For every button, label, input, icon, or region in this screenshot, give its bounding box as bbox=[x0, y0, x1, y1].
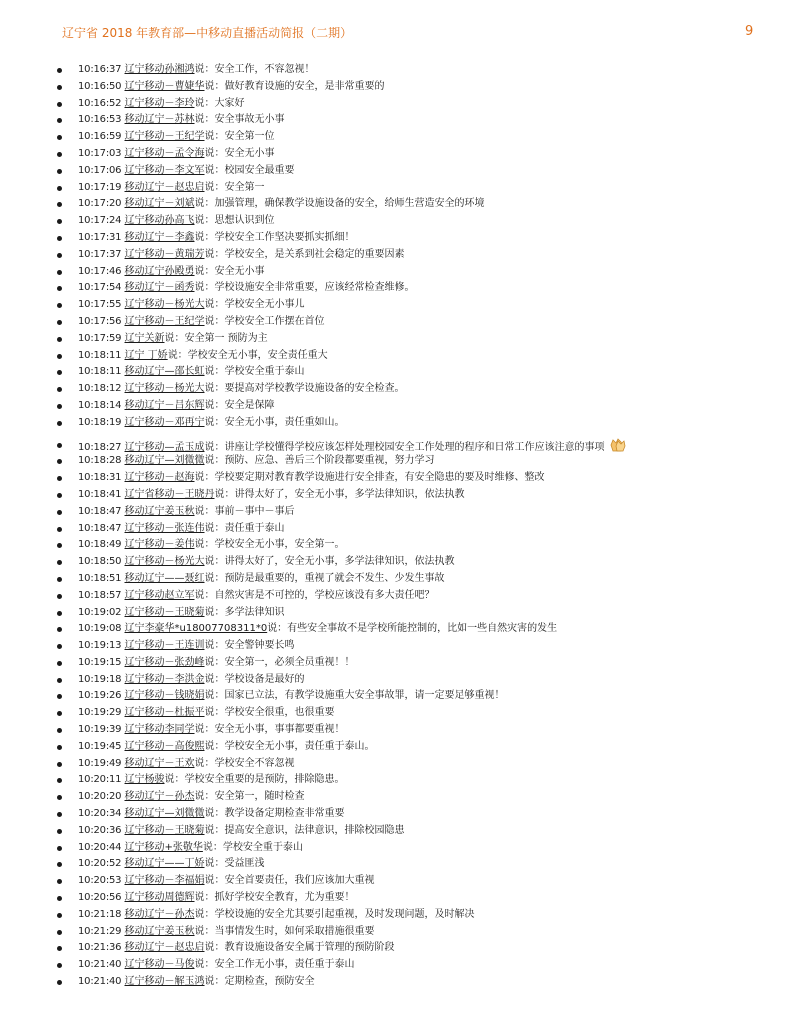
comment-time: 10:18:49 bbox=[78, 539, 122, 551]
comment-author: 辽宁移动李同学 bbox=[124, 724, 195, 736]
comment-author: 辽宁移动－张劲峰 bbox=[124, 656, 205, 668]
comment-author: 辽宁 丁娇 bbox=[124, 349, 168, 361]
comment-text: 说：学校安全工作摆在首位 bbox=[204, 315, 325, 327]
comment-text: 说：学校安全，是关系到社会稳定的重要因素 bbox=[204, 248, 405, 260]
bullet-icon bbox=[57, 421, 62, 426]
comment-text: 说：学校设施安全非常重要，应该经常检查维修。 bbox=[194, 282, 415, 294]
bullet-icon bbox=[57, 728, 62, 733]
list-item bbox=[54, 297, 774, 314]
comment-author: 辽宁移动－王纪学 bbox=[124, 315, 205, 327]
list-item bbox=[54, 957, 774, 974]
comment-author: 辽宁移动－杨光大 bbox=[124, 299, 205, 311]
bullet-icon bbox=[57, 169, 62, 174]
list-item bbox=[54, 789, 774, 806]
bullet-icon bbox=[57, 896, 62, 901]
list-item bbox=[54, 129, 774, 146]
bullet-icon bbox=[57, 762, 62, 767]
list-item bbox=[54, 331, 774, 348]
comment-time: 10:18:50 bbox=[78, 556, 122, 568]
comment-text: 说：提高安全意识，法律意识，排除校园隐患 bbox=[204, 824, 405, 836]
list-item bbox=[54, 364, 774, 381]
list-item bbox=[54, 722, 774, 739]
list-item bbox=[54, 605, 774, 622]
comment-text: 说：预防、应急、善后三个阶段都要重视，努力学习 bbox=[204, 455, 435, 467]
comment-time: 10:18:57 bbox=[78, 589, 122, 601]
list-item bbox=[54, 756, 774, 773]
comment-text: 说：安全是保障 bbox=[204, 399, 275, 411]
bullet-icon bbox=[57, 286, 62, 291]
list-item bbox=[54, 924, 774, 941]
list-item bbox=[54, 521, 774, 538]
bullet-icon bbox=[57, 778, 62, 783]
comment-time: 10:18:14 bbox=[78, 399, 122, 411]
list-item bbox=[54, 621, 774, 638]
bullet-icon bbox=[57, 913, 62, 918]
comment-author: 移动辽宁——聂红 bbox=[124, 572, 205, 584]
comment-text: 说：安全事故无小事 bbox=[194, 114, 285, 126]
comment-time: 10:18:11 bbox=[78, 366, 122, 378]
list-item bbox=[54, 96, 774, 113]
comment-author: 移动辽宁－赵忠启 bbox=[124, 181, 205, 193]
comment-author: 辽宁移动－钱晓娟 bbox=[124, 690, 205, 702]
comment-time: 10:20:36 bbox=[78, 824, 122, 836]
comment-author: 辽宁移动－杜振平 bbox=[124, 707, 205, 719]
comment-author: 移动辽宁－苏林 bbox=[124, 114, 195, 126]
list-item bbox=[54, 381, 774, 398]
comment-text: 说：事前－事中－事后 bbox=[194, 505, 295, 517]
list-item bbox=[54, 873, 774, 890]
comment-text: 说：安全第一，必须全员重视！！ bbox=[204, 656, 355, 668]
comment-text: 说：做好教育设施的安全，是非常重要的 bbox=[204, 80, 385, 92]
bullet-icon bbox=[57, 236, 62, 241]
bullet-icon bbox=[57, 493, 62, 498]
bullet-icon bbox=[57, 661, 62, 666]
comment-author: 辽宁移动－王晓菊 bbox=[124, 824, 205, 836]
bullet-icon bbox=[57, 387, 62, 392]
comment-time: 10:17:55 bbox=[78, 299, 122, 311]
comment-time: 10:18:47 bbox=[78, 505, 122, 517]
bullet-icon bbox=[57, 527, 62, 532]
list-item bbox=[54, 571, 774, 588]
comment-text: 说：校园安全最重要 bbox=[204, 164, 295, 176]
comment-author: 移动辽宁－王欢 bbox=[124, 757, 195, 769]
comment-author: 移动辽宁——丁娇 bbox=[124, 858, 205, 870]
list-item bbox=[54, 688, 774, 705]
comment-author: 辽宁移动赵立军 bbox=[124, 589, 195, 601]
comment-text: 说：安全无小事 bbox=[194, 265, 265, 277]
comment-text: 说：讲得太好了，安全无小事，多学法律知识，依法执教 bbox=[214, 488, 465, 500]
comment-text: 说：安全第一位 bbox=[204, 131, 275, 143]
comment-author: 移动辽宁—邵长虹 bbox=[124, 366, 205, 378]
comment-author: 移动辽宁－赵忠启 bbox=[124, 942, 205, 954]
list-item bbox=[54, 163, 774, 180]
list-item bbox=[54, 840, 774, 857]
comment-text: 说：学校安全无小事，责任重于泰山。 bbox=[204, 740, 375, 752]
comment-text: 说：安全第一 bbox=[204, 181, 265, 193]
comment-time: 10:19:39 bbox=[78, 724, 122, 736]
comment-time: 10:16:53 bbox=[78, 114, 122, 126]
comment-text: 说：国家已立法，有教学设施重大安全事故罪，请一定要足够重视！ bbox=[204, 690, 505, 702]
comment-author: 辽宁移动－李玲 bbox=[124, 97, 195, 109]
comment-time: 10:17:54 bbox=[78, 282, 122, 294]
comment-author: 移动辽宁－吕东辉 bbox=[124, 399, 205, 411]
list-item bbox=[54, 415, 774, 432]
bullet-icon bbox=[57, 611, 62, 616]
page-header bbox=[0, 0, 800, 48]
list-item bbox=[54, 470, 774, 487]
comment-author: 移动辽宁—刘微微 bbox=[124, 808, 205, 820]
list-item bbox=[54, 890, 774, 907]
list-item bbox=[54, 974, 774, 991]
comment-text: 说：学校要定期对教育教学设施进行安全排查，有安全隐患的要及时维修、整改 bbox=[194, 472, 545, 484]
list-item bbox=[54, 398, 774, 415]
comment-text: 说：学校安全无小事，安全责任重大 bbox=[167, 349, 328, 361]
list-item bbox=[54, 437, 774, 454]
bullet-icon bbox=[57, 443, 62, 448]
bullet-icon bbox=[57, 678, 62, 683]
list-item bbox=[54, 453, 774, 470]
bullet-icon bbox=[57, 202, 62, 207]
comment-author: 辽宁移动－曹婕华 bbox=[124, 80, 205, 92]
bullet-icon bbox=[57, 404, 62, 409]
comment-author: 移动辽宁－孙杰 bbox=[124, 791, 195, 803]
bullet-icon bbox=[57, 862, 62, 867]
bullet-icon bbox=[57, 963, 62, 968]
list-item bbox=[54, 230, 774, 247]
comment-text: 说：学校安全不容忽视 bbox=[194, 757, 295, 769]
comment-author: 辽宁省移动－王晓丹 bbox=[124, 488, 215, 500]
list-item bbox=[54, 146, 774, 163]
comment-text: 说：自然灾害是不可控的，学校应该没有多大责任吧？ bbox=[194, 589, 435, 601]
comment-text: 说：学校安全无小事，安全第一。 bbox=[194, 539, 345, 551]
bullet-icon bbox=[57, 320, 62, 325]
comment-time: 10:21:18 bbox=[78, 908, 122, 920]
comment-time: 10:16:52 bbox=[78, 97, 122, 109]
comment-time: 10:18:47 bbox=[78, 522, 122, 534]
list-item bbox=[54, 180, 774, 197]
list-item bbox=[54, 504, 774, 521]
comment-list bbox=[54, 62, 774, 991]
comment-text: 说：预防是最重要的，重视了就会不发生、少发生事故 bbox=[204, 572, 445, 584]
comment-time: 10:18:12 bbox=[78, 383, 122, 395]
comment-time: 10:20:34 bbox=[78, 808, 122, 820]
comment-time: 10:17:06 bbox=[78, 164, 122, 176]
comment-author: 辽宁移动－李洪金 bbox=[124, 673, 205, 685]
comment-time: 10:21:40 bbox=[78, 959, 122, 971]
comment-author: 移动辽宁－函秀 bbox=[124, 282, 195, 294]
clapping-hands-icon bbox=[609, 437, 627, 453]
bullet-icon bbox=[57, 543, 62, 548]
comment-author: 辽宁移动周德辉 bbox=[124, 892, 195, 904]
bullet-icon bbox=[57, 118, 62, 123]
comment-time: 10:20:44 bbox=[78, 841, 122, 853]
list-item bbox=[54, 213, 774, 230]
bullet-icon bbox=[57, 135, 62, 140]
bullet-icon bbox=[57, 370, 62, 375]
comment-time: 10:20:52 bbox=[78, 858, 122, 870]
comment-time: 10:17:46 bbox=[78, 265, 122, 277]
comment-time: 10:16:59 bbox=[78, 131, 122, 143]
comment-text: 说：教学设备定期检查非常重要 bbox=[204, 808, 345, 820]
list-item bbox=[54, 588, 774, 605]
comment-time: 10:19:02 bbox=[78, 606, 122, 618]
list-item bbox=[54, 62, 774, 79]
comment-time: 10:18:28 bbox=[78, 455, 122, 467]
bullet-icon bbox=[57, 627, 62, 632]
page-number: 9 bbox=[745, 24, 754, 39]
comment-text: 说：学校安全很重，也很重要 bbox=[204, 707, 335, 719]
comment-time: 10:16:37 bbox=[78, 64, 122, 75]
comment-time: 10:19:45 bbox=[78, 740, 122, 752]
comment-time: 10:19:13 bbox=[78, 640, 122, 652]
list-item bbox=[54, 487, 774, 504]
bullet-icon bbox=[57, 337, 62, 342]
comment-author: 辽宁移动－黄瑞芳 bbox=[124, 248, 205, 260]
bullet-icon bbox=[57, 219, 62, 224]
comment-time: 10:19:08 bbox=[78, 623, 122, 635]
comment-time: 10:19:15 bbox=[78, 656, 122, 668]
comment-text: 说：责任重于泰山 bbox=[204, 522, 285, 534]
comment-time: 10:20:20 bbox=[78, 791, 122, 803]
comment-text: 说：安全工作无小事，责任重于泰山 bbox=[194, 959, 355, 971]
comment-time: 10:19:29 bbox=[78, 707, 122, 719]
comment-time: 10:17:31 bbox=[78, 231, 122, 243]
list-item bbox=[54, 537, 774, 554]
comment-author: 辽宁移动－李文军 bbox=[124, 164, 205, 176]
list-item bbox=[54, 907, 774, 924]
comment-text: 说：抓好学校安全教育，尤为重要！ bbox=[194, 892, 355, 904]
comment-author: 辽宁移动－张连伟 bbox=[124, 522, 205, 534]
comment-author: 移动辽宁孙殿勇 bbox=[124, 265, 195, 277]
bullet-icon bbox=[57, 879, 62, 884]
comment-author: 辽宁移动－王晓菊 bbox=[124, 606, 205, 618]
comment-author: 辽宁关新 bbox=[124, 332, 165, 344]
comment-text: 说：加强管理，确保教学设施设备的安全，给师生营造安全的环境 bbox=[194, 198, 485, 210]
list-item bbox=[54, 196, 774, 213]
list-item bbox=[54, 823, 774, 840]
comment-author: 辽宁移动－姜伟 bbox=[124, 539, 195, 551]
bullet-icon bbox=[57, 270, 62, 275]
comment-text: 说：学校设施的安全尤其要引起重视，及时发现问题，及时解决 bbox=[194, 908, 475, 920]
comment-text: 说：学校安全重于泰山 bbox=[204, 366, 305, 378]
comment-time: 10:21:36 bbox=[78, 942, 122, 954]
comment-text: 说：要提高对学校教学设施设备的安全检查。 bbox=[204, 383, 405, 395]
comment-text: 说：定期检查，预防安全 bbox=[204, 976, 315, 988]
bullet-icon bbox=[57, 253, 62, 258]
bullet-icon bbox=[57, 795, 62, 800]
comment-author: 移动辽宁姜玉秋 bbox=[124, 505, 195, 517]
bullet-icon bbox=[57, 85, 62, 90]
list-item bbox=[54, 554, 774, 571]
comment-text: 说：讲得太好了，安全无小事，多学法律知识，依法执教 bbox=[204, 556, 455, 568]
bullet-icon bbox=[57, 303, 62, 308]
comment-text: 说：学校安全无小事儿 bbox=[204, 299, 305, 311]
bullet-icon bbox=[57, 577, 62, 582]
list-item bbox=[54, 79, 774, 96]
comment-time: 10:17:19 bbox=[78, 181, 122, 193]
comment-author: 辽宁移动孙高飞 bbox=[124, 215, 195, 227]
list-item bbox=[54, 739, 774, 756]
comment-time: 10:18:51 bbox=[78, 572, 122, 584]
comment-text: 说：教育设施设备安全属于管理的预防阶段 bbox=[204, 942, 395, 954]
list-item bbox=[54, 655, 774, 672]
bullet-icon bbox=[57, 102, 62, 107]
comment-time: 10:20:53 bbox=[78, 875, 122, 887]
comment-text: 说：大家好 bbox=[194, 97, 245, 109]
comment-text: 说：学校设备是最好的 bbox=[204, 673, 305, 685]
comment-text: 说：安全第一 预防为主 bbox=[164, 332, 268, 344]
list-item bbox=[54, 772, 774, 789]
comment-author: 移动辽宁－刘斌 bbox=[124, 198, 195, 210]
comment-author: 辽宁移动－王纪学 bbox=[124, 131, 205, 143]
comment-author: 辽宁移动－赵海 bbox=[124, 472, 195, 484]
comment-text: 说：安全无小事，责任重如山。 bbox=[204, 416, 345, 428]
comment-text: 说：安全无小事 bbox=[204, 147, 275, 159]
comment-author: 辽宁移动－杨光大 bbox=[124, 556, 205, 568]
comment-text: 说：安全警钟要长鸣 bbox=[204, 640, 295, 652]
comment-time: 10:17:24 bbox=[78, 215, 122, 227]
comment-text: 说：学校安全重要的是预防，排除隐患。 bbox=[164, 774, 345, 786]
comment-author: 辽宁移动－邓再宁 bbox=[124, 416, 205, 428]
list-item bbox=[54, 638, 774, 655]
bullet-icon bbox=[57, 476, 62, 481]
bullet-icon bbox=[57, 946, 62, 951]
comment-author: 辽宁移动－王连训 bbox=[124, 640, 205, 652]
comment-time: 10:20:11 bbox=[78, 774, 122, 786]
list-item bbox=[54, 314, 774, 331]
bullet-icon bbox=[57, 186, 62, 191]
comment-time: 10:17:56 bbox=[78, 315, 122, 327]
bullet-icon bbox=[57, 510, 62, 515]
comment-author: 移动辽宁－李鑫 bbox=[124, 231, 195, 243]
comment-author: 辽宁李豪华*u18007708311*0 bbox=[124, 623, 268, 635]
bullet-icon bbox=[57, 68, 62, 73]
bullet-icon bbox=[57, 644, 62, 649]
comment-text: 说：学校安全工作坚决要抓实抓细！ bbox=[194, 231, 355, 243]
list-item bbox=[54, 280, 774, 297]
comment-author: 辽宁杨骏 bbox=[124, 774, 165, 786]
comment-time: 10:18:19 bbox=[78, 416, 122, 428]
list-item bbox=[54, 672, 774, 689]
bullet-icon bbox=[57, 980, 62, 985]
comment-time: 10:18:41 bbox=[78, 488, 122, 500]
list-item bbox=[54, 806, 774, 823]
comment-text: 说：安全无小事，事事都要重视！ bbox=[194, 724, 345, 736]
comment-text: 说：有些安全事故不是学校所能控制的，比如一些自然灾害的发生 bbox=[267, 623, 558, 635]
comment-time: 10:21:29 bbox=[78, 925, 122, 937]
comment-text: 说：当事情发生时，如何采取措施很重要 bbox=[194, 925, 375, 937]
comment-author: 移动辽宁姜玉秋 bbox=[124, 925, 195, 937]
comment-author: 辽宁移动+张敬华 bbox=[124, 841, 203, 853]
comment-time: 10:18:11 bbox=[78, 349, 122, 361]
comment-time: 10:17:03 bbox=[78, 147, 122, 159]
bullet-icon bbox=[57, 745, 62, 750]
document-title: 辽宁省 2018 年教育部—中移动直播活动简报（二期） bbox=[62, 26, 353, 40]
comment-author: 辽宁移动孙湘鸿 bbox=[124, 64, 195, 75]
bullet-icon bbox=[57, 930, 62, 935]
comment-time: 10:19:18 bbox=[78, 673, 122, 685]
comment-author: 移动辽宁—刘微微 bbox=[124, 455, 205, 467]
comment-author: 辽宁移动－马俊 bbox=[124, 959, 195, 971]
bullet-icon bbox=[57, 846, 62, 851]
list-item bbox=[54, 856, 774, 873]
list-item bbox=[54, 348, 774, 365]
comment-text: 说：受益匪浅 bbox=[204, 858, 265, 870]
comment-time: 10:17:37 bbox=[78, 248, 122, 260]
comment-text: 说：思想认识到位 bbox=[194, 215, 275, 227]
comment-time: 10:18:27 bbox=[78, 441, 122, 453]
bullet-icon bbox=[57, 152, 62, 157]
comment-author: 辽宁移动－解玉鸿 bbox=[124, 976, 205, 988]
list-item bbox=[54, 247, 774, 264]
list-item bbox=[54, 940, 774, 957]
list-item bbox=[54, 264, 774, 281]
comment-author: 移动辽宁－孙杰 bbox=[124, 908, 195, 920]
bullet-icon bbox=[57, 829, 62, 834]
comment-author: 辽宁移动－高俊熙 bbox=[124, 740, 205, 752]
comment-author: 辽宁移动－杨光大 bbox=[124, 383, 205, 395]
bullet-icon bbox=[57, 812, 62, 817]
comment-time: 10:16:50 bbox=[78, 80, 122, 92]
list-item bbox=[54, 705, 774, 722]
comment-time: 10:17:59 bbox=[78, 332, 122, 344]
bullet-icon bbox=[57, 711, 62, 716]
comment-time: 10:19:26 bbox=[78, 690, 122, 702]
comment-time: 10:21:40 bbox=[78, 976, 122, 988]
bullet-icon bbox=[57, 354, 62, 359]
comment-text: 说：安全工作，不容忽视！ bbox=[194, 64, 315, 75]
comment-text: 说：讲座让学校懂得学校应该怎样处理校园安全工作处理的程序和日常工作应该注意的事项 bbox=[204, 441, 605, 453]
comment-time: 10:18:31 bbox=[78, 472, 122, 484]
bullet-icon bbox=[57, 594, 62, 599]
bullet-icon bbox=[57, 459, 62, 464]
comment-text: 说：安全首要责任，我们应该加大重视 bbox=[204, 875, 375, 887]
bullet-icon bbox=[57, 694, 62, 699]
comment-text: 说：安全第一，随时检查 bbox=[194, 791, 305, 803]
comment-text: 说：学校安全重于泰山 bbox=[202, 841, 303, 853]
comment-time: 10:20:56 bbox=[78, 892, 122, 904]
comment-author: 辽宁移动—孟玉成 bbox=[124, 441, 205, 453]
comment-text: 说：多学法律知识 bbox=[204, 606, 285, 618]
bullet-icon bbox=[57, 560, 62, 565]
comment-author: 辽宁移动－孟令海 bbox=[124, 147, 205, 159]
list-item bbox=[54, 112, 774, 129]
comment-time: 10:19:49 bbox=[78, 757, 122, 769]
comment-time: 10:17:20 bbox=[78, 198, 122, 210]
comment-author: 辽宁移动－李福娟 bbox=[124, 875, 205, 887]
